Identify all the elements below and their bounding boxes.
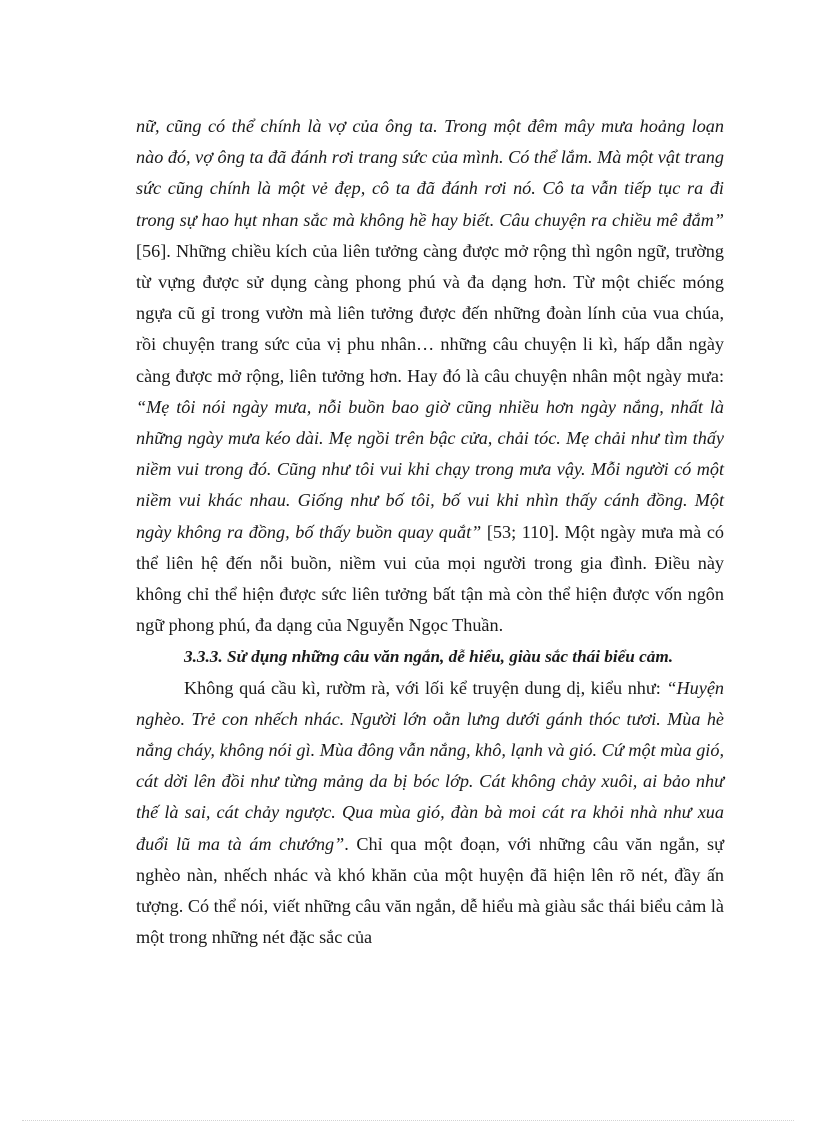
text-rainy-day-comment: [53; 110]. Một ngày mưa mà có thể liên hệ đến nỗi buồn, niềm vui của mọi người trong gia đình. Điều này không chỉ thể hiện được sức liên tưởng bất tận mà còn thể hiện được vốn ngôn ngữ phong phú, đa dạng của Nguyễn Ngọc Thuần.	[136, 521, 724, 636]
section-heading: 3.3.3. Sử dụng những câu văn ngắn, dễ hiểu, giàu sắc thái biểu cảm.	[184, 647, 674, 667]
quote-poor-district: “Huyện nghèo. Trẻ con nhếch nhác. Người lớn oằn lưng dưới gánh thóc tươi. Mùa hè nắng cháy, không nói gì. Mùa đông vẫn nắng, khô, lạnh và gió. Cứ một mùa gió, cát dời lên đồi như từng mảng da bị bóc lớp. Cát không chảy xuôi, ai bảo như thế là sai, cát chảy ngược. Qua mùa gió, đàn bà moi cát ra khỏi nhà như xua đuổi lũ ma tà ám chướng”	[136, 677, 724, 854]
page-body	[136, 111, 724, 953]
text-short-sentences-comment: . Chỉ qua một đoạn, với những câu văn ngắn, sự nghèo nàn, nhếch nhác và khó khăn của một huyện đã hiện lên rõ nét, đầy ấn tượng. Có thể nói, viết những câu văn ngắn, dễ hiểu mà giàu sắc thái biểu cảm là một trong những nét đặc sắc của	[136, 833, 724, 948]
paragraph-short-sentences	[136, 673, 724, 954]
page-edge-divider	[22, 1120, 794, 1121]
text-short-sentences-intro: Không quá cầu kì, rườm rà, với lối kể truyện dung dị, kiểu như:	[184, 677, 667, 698]
text-association: [56]. Những chiều kích của liên tưởng càng được mở rộng thì ngôn ngữ, trường từ vựng được sử dụng càng phong phú và đa dạng hơn. Từ một chiếc móng ngựa cũ gỉ trong vườn mà liên tưởng được đến những đoàn lính của vua chúa, rồi chuyện trang sức của vị phu nhân… những câu chuyện li kì, hấp dẫn ngày càng được mở rộng, liên tưởng hơn. Hay đó là câu chuyện nhân một ngày mưa:	[136, 240, 724, 386]
quote-horseshoe: nữ, cũng có thể chính là vợ của ông ta. Trong một đêm mây mưa hoảng loạn nào đó, vợ ông ta đã đánh rơi trang sức của mình. Có thể lắm. Mà một vật trang sức cũng chính là một vẻ đẹp, cô ta đã đánh rơi nó. Cô ta vẫn tiếp tục ra đi trong sự hao hụt nhan sắc mà không hề hay biết. Câu chuyện ra chiều mê đắm”	[136, 116, 724, 230]
paragraph-association	[136, 111, 724, 641]
quote-rainy-day: “Mẹ tôi nói ngày mưa, nỗi buồn bao giờ cũng nhiều hơn ngày nắng, nhất là những ngày mưa kéo dài. Mẹ ngồi trên bậc cửa, chải tóc. Mẹ chải như tìm thấy niềm vui trong đó. Cũng như tôi vui khi chạy trong mưa vậy. Mỗi người có một niềm vui khác nhau. Giống như bố tôi, bố vui khi nhìn thấy cánh đồng. Một ngày không ra đồng, bố thấy buồn quay quắt”	[136, 396, 724, 542]
